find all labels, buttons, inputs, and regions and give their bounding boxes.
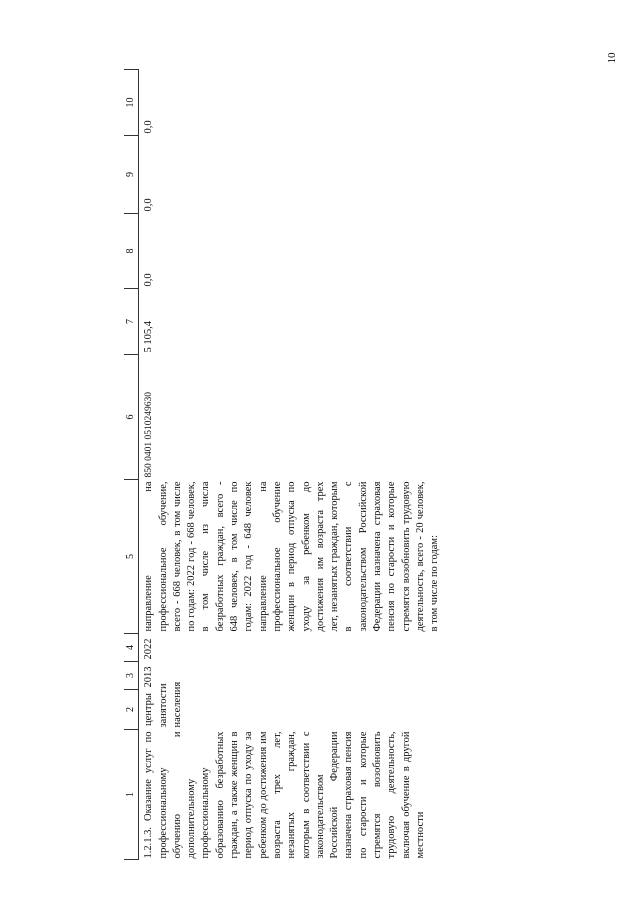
table-row — [139, 70, 443, 860]
budget-table — [124, 69, 443, 860]
col-header-4: 4 — [124, 634, 139, 662]
col-header-1: 1 — [124, 730, 139, 860]
col-header-7: 7 — [124, 289, 139, 355]
col-header-6: 6 — [124, 355, 139, 480]
activity-description: 1.2.1.3. Оказание услуг по профессиональному обучению и дополнительному профессиональному образованию безработных граждан, а также женщин в период отпуска по уходу за ребенком до достижения им возраста трех лет, незанятых граждан, которым в соответствии с законодательством Российской Федерации назначена страховая пенсия по старости и которые стремятся возобновить трудовую деятельность, включая обучение в другой местности — [143, 731, 426, 859]
amount-col9: 0,0 — [143, 198, 155, 212]
amount-col10: 0,0 — [143, 120, 155, 134]
col-header-9: 9 — [124, 136, 139, 214]
expected-result: направление на профессиональное обучение, всего - 668 человек, в том числе по годам: 2022 год - 668 человек, в том числе из числа безработных граждан, всего - 648 человек, в том числе по годам: 2022 год - 648 человек направление на профессиональное обучение женщин в период отпуска по уходу за ребенком до достижения им возраста трех лет, незанятых граждан, которым в соответствии с законодательством Российской Федерации назначена страховая пенсия по старости и которые стремятся возобновить трудовую деятельность, всего - 20 человек, в том числе по годам: — [143, 481, 441, 632]
col-header-8: 8 — [124, 214, 139, 289]
column-number-row — [124, 70, 139, 860]
executor: центры занятости населения — [143, 681, 183, 728]
start-year: 2013 — [143, 666, 155, 688]
col-header-10: 10 — [124, 70, 139, 136]
budget-code: 850 0401 0510249630 — [144, 392, 155, 478]
amount-col8: 0,0 — [143, 273, 155, 287]
col-header-5: 5 — [124, 480, 139, 634]
col-header-2: 2 — [124, 690, 139, 730]
page-number: 10 — [606, 52, 618, 64]
end-year: 2022 — [143, 638, 155, 660]
col-header-3: 3 — [124, 662, 139, 690]
rotated-table-sheet — [124, 70, 602, 860]
amount-col7: 5 105,4 — [143, 321, 155, 353]
